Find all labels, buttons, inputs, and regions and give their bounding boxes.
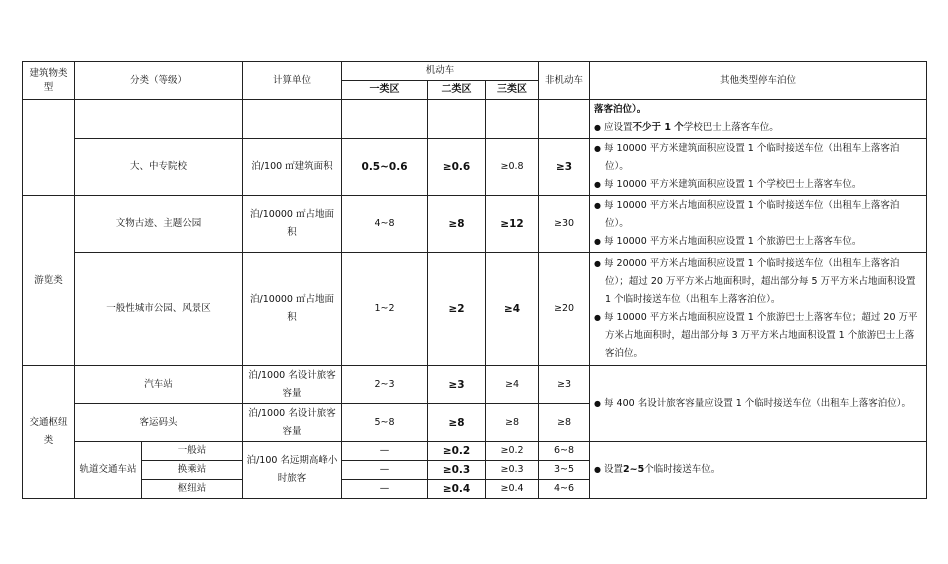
subcategory-cell: 枢纽站 (142, 480, 243, 499)
zone1-value: 4~8 (342, 196, 428, 253)
zone1-value: 0.5~0.6 (342, 139, 428, 196)
header-row-1 (23, 62, 927, 81)
note-item: ● 应设置不少于 1 个学校巴士上落客车位。 (594, 119, 922, 137)
non-motor-value: 3~5 (539, 461, 590, 480)
category-cell: 大、中专院校 (75, 139, 243, 196)
category-cell: 汽车站 (75, 366, 243, 404)
header-zone-1: 一类区 (342, 81, 428, 100)
category-group-cell: 轨道交通车站 (75, 442, 142, 499)
building-type-cell: 游览类 (23, 196, 75, 366)
zone3-value: ≥0.8 (486, 139, 539, 196)
unit-cell: 泊/1000 名设计旅客容量 (243, 366, 342, 404)
header-zone-3: 三类区 (486, 81, 539, 100)
zone3-value: ≥0.3 (486, 461, 539, 480)
note-item: ● 每 400 名设计旅客容量应设置 1 个临时接送车位（出租车上落客泊位）。 (594, 395, 922, 413)
zone2-value: ≥8 (428, 404, 486, 442)
header-unit: 计算单位 (243, 62, 342, 100)
unit-cell: 泊/10000 ㎡占地面积 (243, 196, 342, 253)
zone1-value: — (342, 442, 428, 461)
unit-cell: 泊/10000 ㎡占地面积 (243, 253, 342, 366)
unit-cell: 泊/100 ㎡建筑面积 (243, 139, 342, 196)
non-motor-value: 4~6 (539, 480, 590, 499)
subcategory-cell: 一般站 (142, 442, 243, 461)
other-parking-notes (590, 196, 927, 253)
zone2-value: ≥0.3 (428, 461, 486, 480)
note-continuation: 落客泊位）。 (594, 104, 647, 115)
header-building-type: 建筑物类型 (23, 62, 75, 100)
building-type-cell (23, 100, 75, 196)
note-item: ● 每 10000 平方米占地面积应设置 1 个旅游巴士上落客车位。 (594, 233, 922, 251)
table-row-bus-station (23, 366, 927, 404)
category-cell: 一般性城市公园、风景区 (75, 253, 243, 366)
zone1-value: — (342, 480, 428, 499)
zone2-value: ≥0.2 (428, 442, 486, 461)
category-cell: 文物古迹、主题公园 (75, 196, 243, 253)
other-parking-notes (590, 442, 927, 499)
non-motor-value: ≥3 (539, 139, 590, 196)
zone1-value: 5~8 (342, 404, 428, 442)
other-parking-notes (590, 139, 927, 196)
header-category: 分类（等级） (75, 62, 243, 100)
table-row (23, 100, 927, 139)
zone3-value: ≥8 (486, 404, 539, 442)
non-motor-value: 6~8 (539, 442, 590, 461)
note-item: ● 设置2~5个临时接送车位。 (594, 461, 922, 479)
zone1-value: — (342, 461, 428, 480)
non-motor-value: ≥20 (539, 253, 590, 366)
zone1-value: 1~2 (342, 253, 428, 366)
zone2-value: ≥0.4 (428, 480, 486, 499)
building-type-cell: 交通枢纽类 (23, 366, 75, 499)
zone3-value: ≥0.4 (486, 480, 539, 499)
table-row-college (23, 139, 927, 196)
table-row-heritage (23, 196, 927, 253)
non-motor-value: ≥8 (539, 404, 590, 442)
zone2-value: ≥0.6 (428, 139, 486, 196)
note-item: ● 每 20000 平方米占地面积应设置 1 个临时接送车位（出租车上落客泊位）；超过 20 万平方米占地面积时，超出部分每 5 万平方米占地面积设置 1 个临时接送车位（出租车上落客泊位）。 (594, 255, 922, 309)
category-cell: 客运码头 (75, 404, 243, 442)
zone3-value: ≥4 (486, 253, 539, 366)
other-parking-notes (590, 253, 927, 366)
non-motor-value: ≥3 (539, 366, 590, 404)
unit-cell: 泊/100 名远期高峰小时旅客 (243, 442, 342, 499)
header-non-motor: 非机动车 (539, 62, 590, 100)
zone3-value: ≥12 (486, 196, 539, 253)
note-item: ● 每 10000 平方米建筑面积应设置 1 个临时接送车位（出租车上落客泊位）。 (594, 140, 922, 176)
zone3-value: ≥4 (486, 366, 539, 404)
zone3-value: ≥0.2 (486, 442, 539, 461)
header-other-parking: 其他类型停车泊位 (590, 62, 927, 100)
unit-cell: 泊/1000 名设计旅客容量 (243, 404, 342, 442)
other-parking-notes (590, 100, 927, 139)
zone2-value: ≥8 (428, 196, 486, 253)
note-item: ● 每 10000 平方米占地面积应设置 1 个旅游巴士上落客车位；超过 20 万平方米占地面积时，超出部分每 3 万平方米占地面积设置 1 个旅游巴士上落客泊位。 (594, 309, 922, 363)
zone1-value: 2~3 (342, 366, 428, 404)
header-zone-2: 二类区 (428, 81, 486, 100)
non-motor-value: ≥30 (539, 196, 590, 253)
header-motor-vehicle: 机动车 (342, 62, 539, 81)
other-parking-notes (590, 366, 927, 442)
zone2-value: ≥2 (428, 253, 486, 366)
zone2-value: ≥3 (428, 366, 486, 404)
parking-standards-table (22, 61, 927, 499)
note-item: ● 每 10000 平方米建筑面积应设置 1 个学校巴士上落客车位。 (594, 176, 922, 194)
subcategory-cell: 换乘站 (142, 461, 243, 480)
table-row-park (23, 253, 927, 366)
note-item: ● 每 10000 平方米占地面积应设置 1 个临时接送车位（出租车上落客泊位）。 (594, 197, 922, 233)
table-row-rail-general (23, 442, 927, 461)
